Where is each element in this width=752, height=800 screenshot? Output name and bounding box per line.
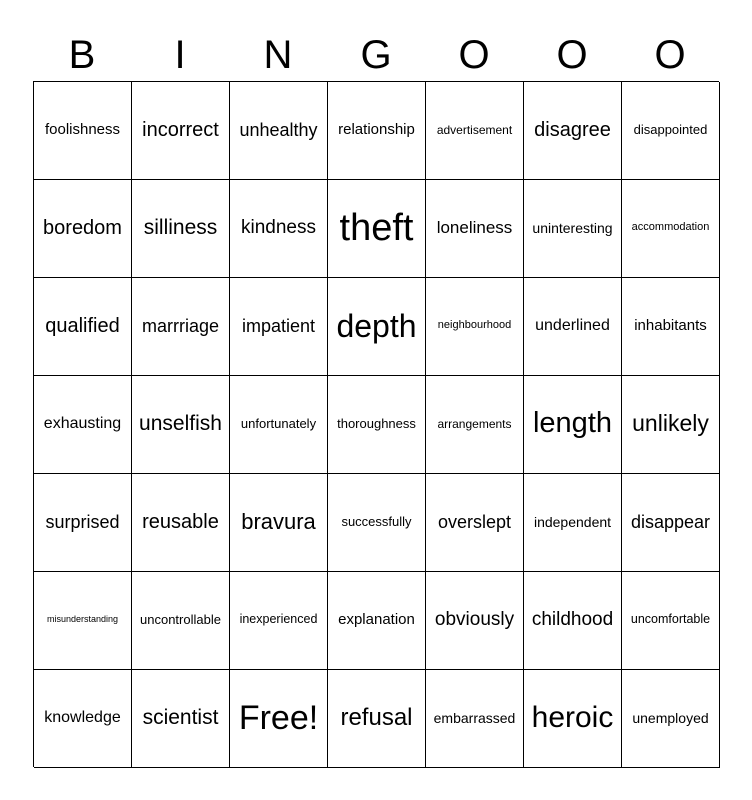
bingo-cell-word: uncontrollable (140, 612, 221, 627)
bingo-cell[interactable] (524, 376, 622, 474)
bingo-cell-word: marrriage (141, 315, 220, 336)
bingo-cell[interactable] (132, 180, 230, 278)
bingo-cell[interactable] (524, 474, 622, 572)
bingo-cell[interactable] (230, 82, 328, 180)
bingo-cell[interactable] (328, 278, 426, 376)
bingo-cell[interactable] (230, 474, 328, 572)
bingo-cell-word: misunderstanding (46, 614, 119, 624)
bingo-cell-word: overslept (437, 511, 512, 532)
bingo-cell[interactable] (524, 572, 622, 670)
bingo-cell[interactable] (132, 572, 230, 670)
bingo-header (33, 30, 719, 80)
bingo-cell[interactable] (524, 670, 622, 768)
bingo-cell-word: inhabitants (634, 317, 707, 334)
bingo-cell-word: qualified (45, 314, 120, 337)
bingo-cell-word: embarrassed (433, 709, 516, 726)
bingo-cell[interactable] (34, 572, 132, 670)
bingo-free-cell[interactable] (230, 670, 328, 768)
bingo-cell[interactable] (34, 670, 132, 768)
bingo-cell[interactable] (328, 376, 426, 474)
bingo-cell-word: bravura (241, 508, 316, 534)
bingo-cell[interactable] (622, 180, 720, 278)
bingo-cell[interactable] (230, 572, 328, 670)
header-letter: I (174, 33, 186, 77)
bingo-cell-word: theft (339, 206, 414, 249)
bingo-cell[interactable] (34, 376, 132, 474)
bingo-cell-word: length (532, 407, 612, 439)
bingo-cell[interactable] (622, 278, 720, 376)
bingo-cell[interactable] (328, 82, 426, 180)
bingo-cell[interactable] (230, 278, 328, 376)
bingo-cell-word: loneliness (436, 218, 513, 237)
bingo-cell[interactable] (34, 180, 132, 278)
bingo-cell-word: underlined (535, 316, 610, 334)
bingo-cell-word: successfully (341, 514, 412, 529)
bingo-cell-word: unhealthy (239, 119, 318, 140)
bingo-cell[interactable] (524, 180, 622, 278)
bingo-cell-word: scientist (142, 706, 219, 729)
bingo-cell-word: surprised (45, 511, 120, 532)
header-letter: O (654, 33, 686, 77)
bingo-cell[interactable] (34, 474, 132, 572)
bingo-cell[interactable] (132, 278, 230, 376)
bingo-cell-word: unfortunately (240, 416, 317, 431)
bingo-cell-word: thoroughness (337, 416, 416, 431)
bingo-cell-word: silliness (143, 216, 218, 239)
bingo-cell-word: arrangements (437, 416, 512, 431)
header-letter: G (360, 33, 392, 77)
bingo-cell-word: foolishness (44, 121, 121, 138)
bingo-cell-word: kindness (241, 217, 316, 238)
bingo-cell-word: unselfish (139, 412, 222, 435)
bingo-cell[interactable] (622, 670, 720, 768)
bingo-cell-word: independent (533, 513, 612, 530)
bingo-cell[interactable] (132, 670, 230, 768)
bingo-cell[interactable] (328, 474, 426, 572)
bingo-cell-word: unlikely (632, 410, 709, 436)
header-letter: O (556, 33, 588, 77)
bingo-cell[interactable] (132, 82, 230, 180)
bingo-cell-word: disappointed (633, 122, 708, 137)
bingo-cell[interactable] (426, 572, 524, 670)
bingo-cell-word: obviously (434, 609, 515, 630)
bingo-cell[interactable] (426, 670, 524, 768)
bingo-cell[interactable] (426, 474, 524, 572)
bingo-cell[interactable] (230, 376, 328, 474)
bingo-cell-word: unemployed (632, 709, 709, 726)
bingo-cell[interactable] (132, 474, 230, 572)
header-letter: N (263, 33, 293, 77)
bingo-cell-word: Free! (238, 698, 319, 737)
bingo-cell-word: boredom (43, 216, 122, 239)
bingo-cell[interactable] (132, 376, 230, 474)
bingo-cell[interactable] (34, 82, 132, 180)
bingo-cell-word: knowledge (44, 708, 121, 726)
bingo-cell-word: incorrect (142, 118, 219, 141)
bingo-cell[interactable] (622, 82, 720, 180)
bingo-cell-word: accommodation (631, 221, 710, 233)
bingo-cell[interactable] (328, 670, 426, 768)
bingo-cell-word: reusable (142, 510, 219, 533)
bingo-cell[interactable] (622, 572, 720, 670)
bingo-cell-word: exhausting (43, 414, 122, 432)
bingo-cell-word: disagree (534, 118, 611, 141)
bingo-board (33, 81, 719, 767)
bingo-cell-word: uncomfortable (630, 612, 711, 627)
bingo-cell-word: disappear (630, 511, 711, 532)
bingo-cell[interactable] (328, 180, 426, 278)
bingo-cell[interactable] (524, 82, 622, 180)
bingo-cell[interactable] (426, 82, 524, 180)
bingo-cell[interactable] (622, 474, 720, 572)
bingo-cell-word: heroic (531, 700, 614, 734)
bingo-cell-word: impatient (241, 315, 316, 336)
bingo-cell[interactable] (426, 180, 524, 278)
bingo-cell-word: relationship (338, 121, 415, 138)
bingo-cell-word: refusal (340, 703, 413, 731)
bingo-cell[interactable] (230, 180, 328, 278)
bingo-cell[interactable] (328, 572, 426, 670)
bingo-cell-word: advertisement (436, 122, 513, 137)
bingo-cell[interactable] (524, 278, 622, 376)
bingo-cell-word: inexperienced (239, 612, 318, 627)
bingo-cell-word: depth (336, 307, 417, 344)
bingo-cell-word: childhood (531, 609, 614, 630)
bingo-cell[interactable] (426, 376, 524, 474)
bingo-cell-word: neighbourhood (437, 319, 512, 331)
bingo-cell-word: explanation (338, 611, 415, 628)
bingo-cell[interactable] (34, 278, 132, 376)
bingo-cell[interactable] (622, 376, 720, 474)
header-letter: B (68, 33, 96, 77)
bingo-cell[interactable] (426, 278, 524, 376)
bingo-cell-word: uninteresting (532, 219, 613, 236)
header-letter: O (458, 33, 490, 77)
